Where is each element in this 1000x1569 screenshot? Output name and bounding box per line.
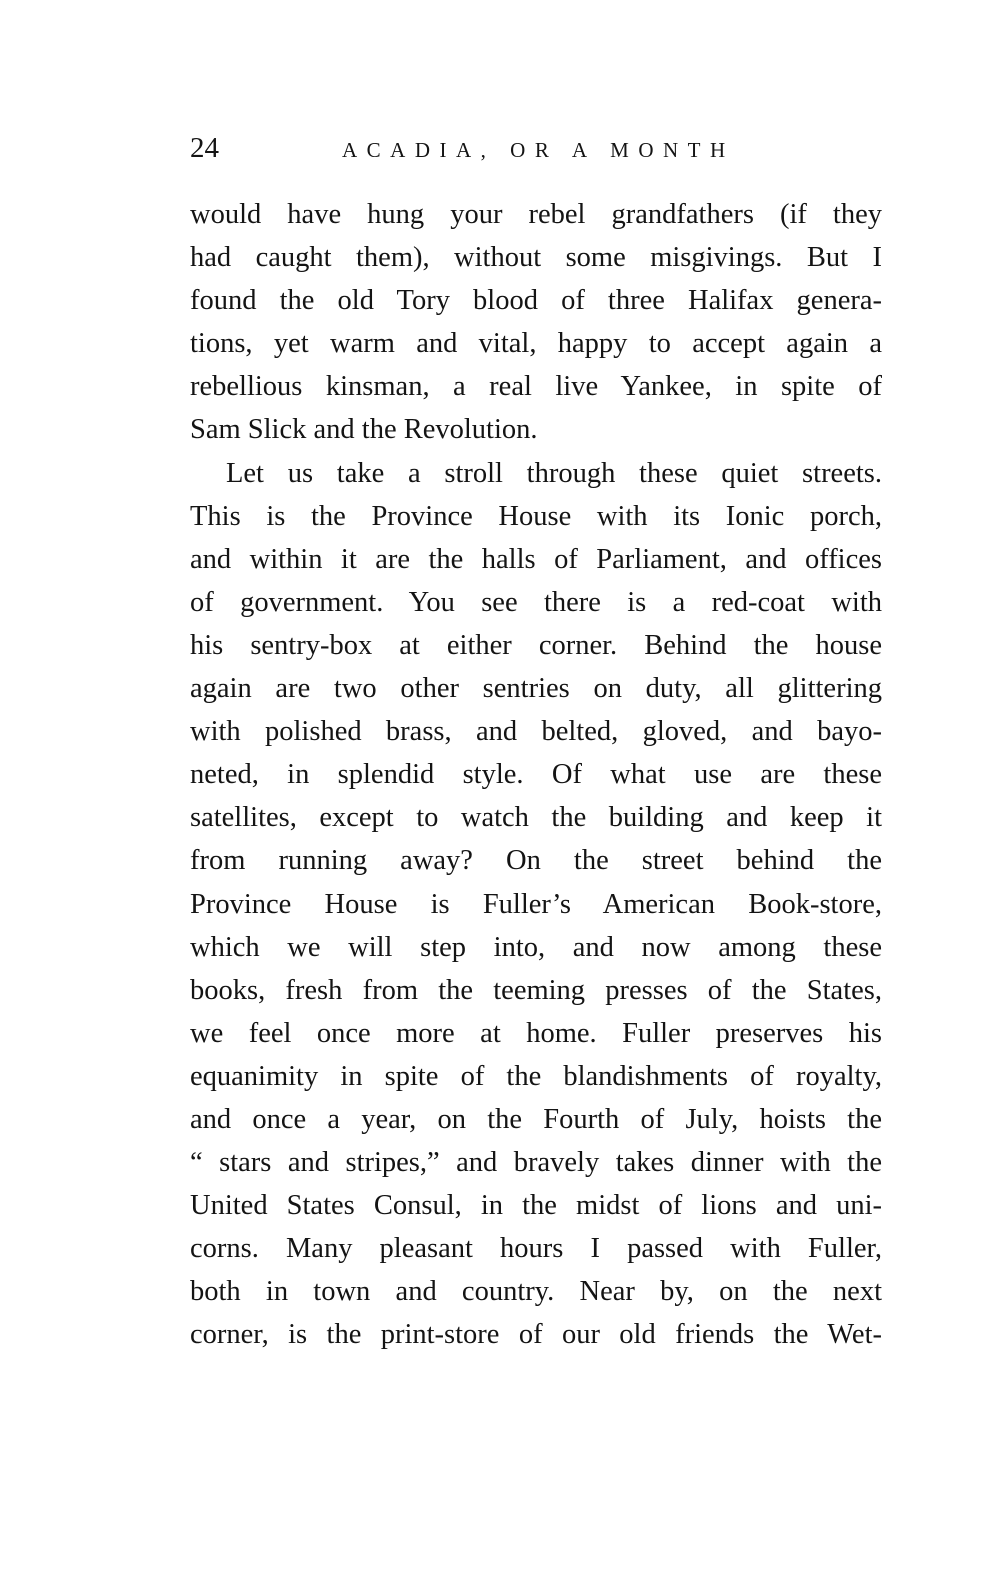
text-line: found the old Tory blood of three Halifax genera- [190,285,882,317]
text-line: satellites, except to watch the building and keep it [190,802,882,834]
text-line: both in town and country. Near by, on the next [190,1276,882,1308]
text-line: corner, is the print-store of our old friends the Wet- [190,1319,882,1351]
text-line: again are two other sentries on duty, all glittering [190,673,882,705]
text-line: tions, yet warm and vital, happy to accept again a [190,328,882,360]
text-line: equanimity in spite of the blandishments of royalty, [190,1060,882,1092]
text-line: books, fresh from the teeming presses of the States, [190,974,882,1006]
text-line: from running away? On the street behind the [190,845,882,877]
paragraph-end-line: Sam Slick and the Revolution. [190,414,538,446]
text-line: rebellious kinsman, a real live Yankee, in spite of [190,371,882,403]
text-line: of government. You see there is a red-coat with [190,586,882,618]
running-title: ACADIA, OR A MONTH [342,138,735,162]
text-line: United States Consul, in the midst of lions and uni- [190,1190,882,1222]
text-line: had caught them), without some misgivings. But I [190,242,882,274]
text-line: neted, in splendid style. Of what use are these [190,759,882,791]
page-number: 24 [190,132,219,164]
text-line: and within it are the halls of Parliament, and offices [190,543,882,575]
running-head [190,128,890,168]
text-line: “ stars and stripes,” and bravely takes dinner with the [190,1147,882,1179]
text-line: This is the Province House with its Ionic porch, [190,500,882,532]
text-line: corns. Many pleasant hours I passed with Fuller, [190,1233,882,1265]
text-line: Province House is Fuller’s American Book-store, [190,888,882,920]
text-line: would have hung your rebel grandfathers (if they [190,199,882,230]
body-text [190,193,882,1357]
text-line: we feel once more at home. Fuller preserves his [190,1017,882,1049]
text-line: with polished brass, and belted, gloved, and bayo- [190,716,882,748]
paragraph-start-line: Let us take a stroll through these quiet streets. [226,457,882,489]
text-line: and once a year, on the Fourth of July, hoists the [190,1103,882,1135]
text-line: his sentry-box at either corner. Behind the house [190,629,882,661]
text-line: which we will step into, and now among these [190,931,882,963]
